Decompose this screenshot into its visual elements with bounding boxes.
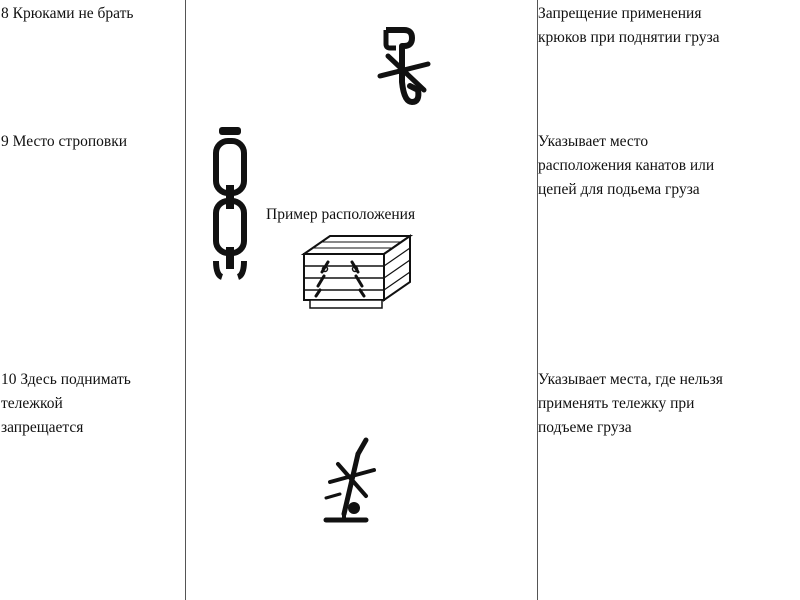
crate-with-chains-icon [300,232,416,312]
table-column-divider-left [185,0,186,600]
chain-icon [210,125,250,281]
row-10-name-line1: 10 Здесь поднимать [1,371,131,388]
table-column-divider-right [537,0,538,600]
row-9-name: 9 Место строповки [1,133,128,150]
hook-crossed-icon [372,26,434,112]
row-8-description: Запрещение применения крюков при поднятии груза [538,5,720,46]
row-9-description: Указывает место расположения канатов или цепей для подьема груза [538,133,715,198]
hand-truck-crossed-icon [322,436,378,528]
row-10-description: Указывает места, где нельзя применять тележку при подъеме груза [538,371,723,436]
row-8-name: 8 Крюками не брать [1,5,134,22]
row-10-name-rest: тележкой запрещается [1,395,84,436]
example-caption: Пример расположения [266,206,416,223]
